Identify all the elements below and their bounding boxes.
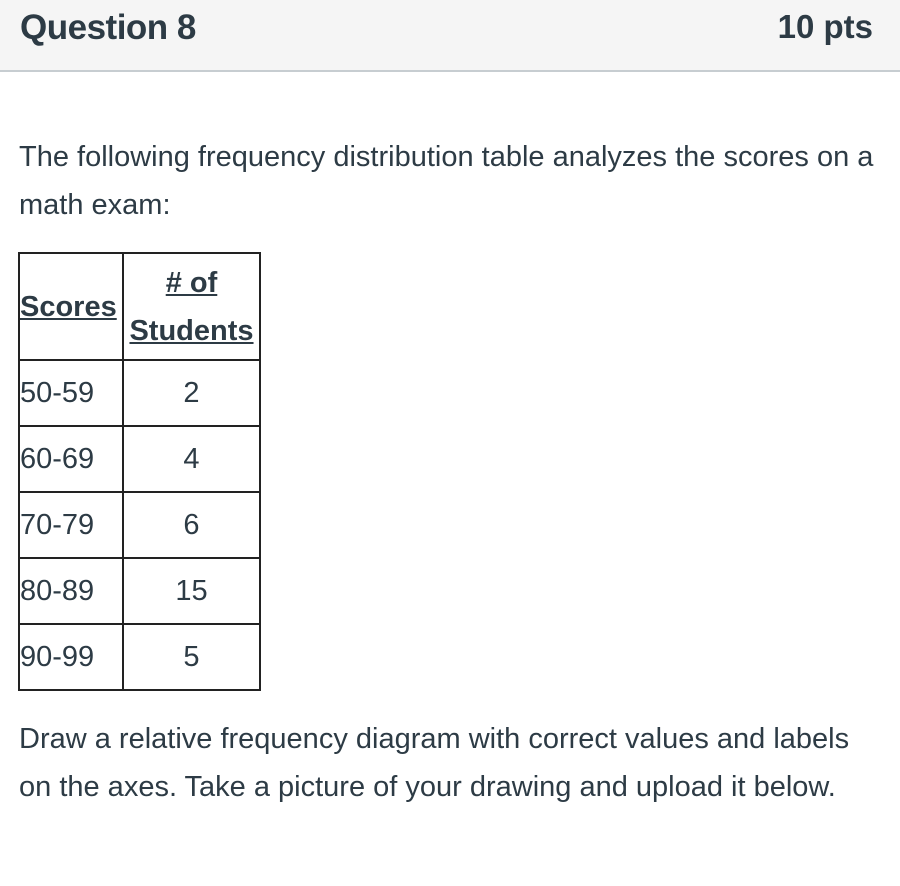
student-count-cell: 4 [123, 426, 260, 492]
student-count-cell: 5 [123, 624, 260, 690]
column-header-scores: Scores [19, 253, 123, 360]
column-header-students-line1: # of [165, 266, 218, 299]
column-header-students [123, 253, 260, 360]
table-row [19, 624, 260, 690]
question-title: Question 8 [20, 8, 196, 47]
student-count-cell: 6 [123, 492, 260, 558]
score-range-cell: 70-79 [19, 492, 123, 558]
table-row [19, 558, 260, 624]
score-range-cell: 90-99 [19, 624, 123, 690]
table-header-row [19, 253, 260, 360]
student-count-cell: 2 [123, 360, 260, 426]
score-range-cell: 60-69 [19, 426, 123, 492]
student-count-cell: 15 [123, 558, 260, 624]
question-instructions-text: Draw a relative frequency diagram with correct values and labels on the axes. Take a picture of your drawing and upload it below. [19, 723, 850, 803]
question-header [0, 0, 900, 72]
table-row [19, 426, 260, 492]
score-range-cell: 80-89 [19, 558, 123, 624]
frequency-table [18, 252, 261, 691]
table-row [19, 360, 260, 426]
table-row [19, 492, 260, 558]
score-range-cell: 50-59 [19, 360, 123, 426]
column-header-students-line2: Students [129, 314, 254, 347]
question-intro-text: The following frequency distribution table analyzes the scores on a math exam: [19, 141, 874, 221]
question-points: 10 pts [777, 8, 873, 45]
